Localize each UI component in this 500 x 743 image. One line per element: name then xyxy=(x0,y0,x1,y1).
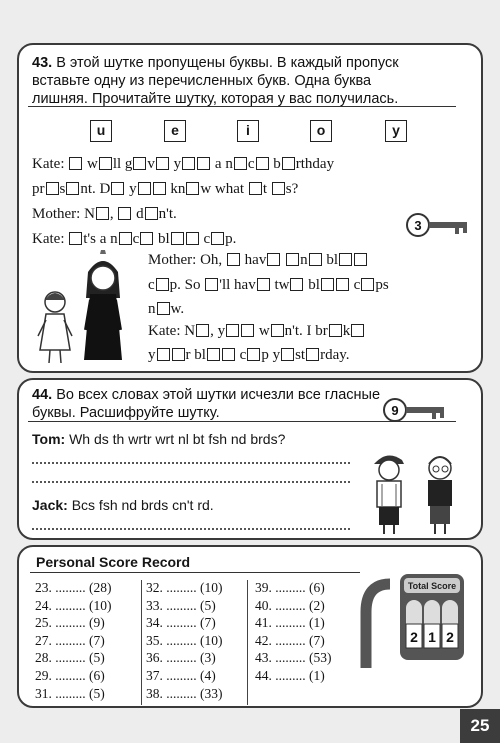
blank-box[interactable] xyxy=(133,157,146,170)
blank-box[interactable] xyxy=(156,278,169,291)
score-entry: 39. ......... (6) xyxy=(255,580,325,595)
joke-line-5 xyxy=(148,251,368,269)
joke-text-segment: c xyxy=(349,277,361,293)
score-entry: 25. ......... (9) xyxy=(35,615,105,631)
joke-text-segment: bl xyxy=(304,277,320,293)
total-digit-1: 2 xyxy=(410,629,418,645)
score-entry: 27. ......... (7) xyxy=(35,632,105,648)
letter-box-y: y xyxy=(385,120,407,142)
blank-box[interactable] xyxy=(186,232,199,245)
total-score-gadget xyxy=(360,572,472,672)
score-entry: 43. ......... (53) xyxy=(255,650,332,666)
blank-box[interactable] xyxy=(256,157,269,170)
task-44-instruction-line-1: Во всех словах этой шутки исчезли все гласные xyxy=(56,387,381,403)
answer-line-1 xyxy=(32,462,350,464)
joke-text-segment: n't. xyxy=(158,206,177,222)
blank-box[interactable] xyxy=(281,348,294,361)
task-43-instruction-line-1: В этой шутке пропущены буквы. В каждый пропуск xyxy=(56,55,399,71)
joke-text-segment: c xyxy=(247,156,255,172)
letter-box-e: e xyxy=(164,120,186,142)
joke-text-segment: Mother: N xyxy=(32,206,95,222)
blank-box[interactable] xyxy=(361,278,374,291)
blank-box[interactable] xyxy=(271,324,284,337)
joke-text-segment: n xyxy=(148,301,156,317)
blank-box[interactable] xyxy=(306,348,319,361)
blank-box[interactable] xyxy=(267,253,280,266)
task-43-instruction-line-2: вставьте одну из перечисленных букв. Одна буква xyxy=(32,73,372,89)
blank-box[interactable] xyxy=(257,278,270,291)
joke-text-segment: Kate: N xyxy=(148,323,196,339)
blank-box[interactable] xyxy=(329,324,342,337)
joke-text-segment: t xyxy=(262,181,271,197)
score-title: Personal Score Record xyxy=(36,554,191,570)
joke-text-segment: c xyxy=(235,347,247,363)
task-44-instruction-line-2: буквы. Расшифруйте шутку. xyxy=(32,405,220,421)
joke-text-segment xyxy=(281,252,285,268)
joke-text-segment: n't. I br xyxy=(284,323,328,339)
joke-text-segment: , y xyxy=(210,323,226,339)
blank-box[interactable] xyxy=(182,157,195,170)
task-43-instruction xyxy=(32,54,472,108)
blank-box[interactable] xyxy=(171,232,184,245)
answer-line-3 xyxy=(32,528,350,530)
joke-text-segment: y xyxy=(169,156,182,172)
blank-box[interactable] xyxy=(272,182,285,195)
blank-box[interactable] xyxy=(66,182,79,195)
key-icon-3 xyxy=(405,212,475,240)
joke-text-segment: rthday xyxy=(295,156,335,172)
joke-text-segment: 'll hav xyxy=(219,277,256,293)
score-entry: 33. ......... (5) xyxy=(146,597,216,613)
joke-text-segment: hav xyxy=(240,252,267,268)
blank-box[interactable] xyxy=(153,182,166,195)
joke-text-segment: w xyxy=(83,156,98,172)
score-entry: 31. ......... (5) xyxy=(35,685,105,701)
score-entry: 42. ......... (7) xyxy=(255,632,325,648)
joke-text-segment: Kate: xyxy=(32,156,69,172)
jack-text: Bcs fsh nd brds cn't rd. xyxy=(71,497,214,513)
blank-box[interactable] xyxy=(138,182,151,195)
joke-text-segment: s? xyxy=(285,181,299,197)
score-entry: 32. ......... (10) xyxy=(146,580,223,595)
blank-box[interactable] xyxy=(205,278,218,291)
blank-box[interactable] xyxy=(354,253,367,266)
blank-box[interactable] xyxy=(247,348,260,361)
blank-box[interactable] xyxy=(351,324,364,337)
joke-line-9 xyxy=(148,346,350,364)
tom-line xyxy=(32,431,285,447)
blank-box[interactable] xyxy=(99,157,112,170)
score-entry: 23. ......... (28) xyxy=(35,580,112,595)
jack-line xyxy=(32,497,214,513)
blank-box[interactable] xyxy=(111,182,124,195)
blank-box[interactable] xyxy=(226,324,239,337)
score-entry: 24. ......... (10) xyxy=(35,597,112,613)
joke-line-4 xyxy=(32,230,236,248)
blank-box[interactable] xyxy=(140,232,153,245)
joke-text-segment: , xyxy=(109,206,118,222)
joke-text-segment: bl xyxy=(154,231,170,247)
blank-box[interactable] xyxy=(46,182,59,195)
joke-text-segment: Kate: xyxy=(32,231,69,247)
blank-box[interactable] xyxy=(234,157,247,170)
blank-box[interactable] xyxy=(156,157,169,170)
joke-text-segment: v xyxy=(147,156,155,172)
joke-line-2 xyxy=(32,180,298,198)
joke-text-segment: w. xyxy=(170,301,185,317)
blank-box[interactable] xyxy=(145,207,158,220)
total-digit-3: 2 xyxy=(446,629,454,645)
page-number: 25 xyxy=(460,709,500,743)
blank-box[interactable] xyxy=(286,253,299,266)
blank-box[interactable] xyxy=(118,207,131,220)
score-col-divider-1 xyxy=(141,580,142,705)
score-entry: 37. ......... (4) xyxy=(146,668,216,683)
joke-text-segment: Mother: Oh, xyxy=(148,252,226,268)
score-entry: 34. ......... (7) xyxy=(146,615,216,631)
joke-text-segment: y xyxy=(148,347,156,363)
key-badge-9-text: 9 xyxy=(391,403,399,418)
blank-box[interactable] xyxy=(96,207,109,220)
score-entry: 44. ......... (1) xyxy=(255,668,325,683)
key-icon-9 xyxy=(382,397,452,425)
joke-text-segment: st xyxy=(295,347,306,363)
joke-text-segment: bl xyxy=(322,252,339,268)
blank-box[interactable] xyxy=(339,253,352,266)
joke-text-segment: d xyxy=(132,206,144,222)
blank-box[interactable] xyxy=(157,348,170,361)
joke-text-segment: t's a n xyxy=(83,231,118,247)
letter-box-i: i xyxy=(237,120,259,142)
letter-box-u: u xyxy=(90,120,112,142)
blank-box[interactable] xyxy=(309,253,322,266)
blank-box[interactable] xyxy=(290,278,303,291)
joke-text-segment: pr xyxy=(32,181,45,197)
blank-box[interactable] xyxy=(69,232,82,245)
joke-text-segment: s xyxy=(59,181,66,197)
score-entry: 40. ......... (2) xyxy=(255,597,325,613)
score-entry: 29. ......... (6) xyxy=(35,668,105,683)
score-entry: 38. ......... (33) xyxy=(146,685,223,701)
joke-text-segment: p y xyxy=(261,347,281,363)
joke-text-segment: k xyxy=(342,323,351,339)
joke-text-segment: tw xyxy=(270,277,290,293)
blank-box[interactable] xyxy=(197,157,210,170)
blank-box[interactable] xyxy=(222,348,235,361)
total-digit-2: 1 xyxy=(428,629,436,645)
blank-box[interactable] xyxy=(196,324,209,337)
tom-label: Tom: xyxy=(32,431,66,447)
joke-text-segment: w xyxy=(255,323,270,339)
task-43-number: 43. xyxy=(32,55,53,71)
blank-box[interactable] xyxy=(241,324,254,337)
joke-text-segment: w what xyxy=(200,181,248,197)
blank-box[interactable] xyxy=(186,182,199,195)
joke-text-segment: kn xyxy=(166,181,186,197)
joke-text-segment: ll g xyxy=(112,156,133,172)
joke-text-segment: c xyxy=(132,231,140,247)
blank-box[interactable] xyxy=(119,232,132,245)
score-col-divider-2 xyxy=(247,580,248,705)
joke-text-segment: y xyxy=(125,181,137,197)
score-title-underline xyxy=(30,572,360,573)
joke-line-8 xyxy=(148,322,365,340)
joke-text-segment: c xyxy=(199,231,211,247)
joke-text-segment: nt. D xyxy=(80,181,111,197)
blank-box[interactable] xyxy=(249,182,262,195)
score-entry: 41. ......... (1) xyxy=(255,615,325,631)
blank-box[interactable] xyxy=(207,348,220,361)
key-badge-3-text: 3 xyxy=(414,218,422,233)
joke-text-segment: p. xyxy=(225,231,237,247)
boys-illustration xyxy=(368,448,468,536)
blank-box[interactable] xyxy=(69,157,82,170)
joke-line-3 xyxy=(32,205,177,223)
task-44-number: 44. xyxy=(32,387,53,403)
joke-text-segment: r bl xyxy=(185,347,206,363)
joke-text-segment: p. So xyxy=(169,277,205,293)
answer-line-2 xyxy=(32,481,350,483)
joke-text-segment: rday. xyxy=(320,347,350,363)
joke-text-segment: b xyxy=(269,156,281,172)
joke-text-segment: n xyxy=(300,252,308,268)
joke-text-segment: c xyxy=(148,277,155,293)
task-43-instruction-line-3: лишняя. Прочитайте шутку, которая у вас получилась. xyxy=(32,91,399,107)
score-entry: 35. ......... (10) xyxy=(146,632,223,648)
blank-box[interactable] xyxy=(227,253,240,266)
joke-line-7 xyxy=(148,300,184,318)
task-43-divider xyxy=(28,106,456,107)
letter-box-o: o xyxy=(310,120,332,142)
blank-box[interactable] xyxy=(157,302,170,315)
tom-text: Wh ds th wrtr wrt nl bt fsh nd brds? xyxy=(69,431,286,447)
joke-line-6 xyxy=(148,276,389,294)
jack-label: Jack: xyxy=(32,497,68,513)
score-entry: 36. ......... (3) xyxy=(146,650,216,666)
joke-text-segment: a n xyxy=(211,156,233,172)
blank-box[interactable] xyxy=(282,157,295,170)
score-entry: 28. ......... (5) xyxy=(35,650,105,666)
girls-illustration xyxy=(30,250,140,365)
joke-text-segment: ps xyxy=(375,277,389,293)
joke-line-1 xyxy=(32,155,334,173)
blank-box[interactable] xyxy=(336,278,349,291)
blank-box[interactable] xyxy=(211,232,224,245)
blank-box[interactable] xyxy=(321,278,334,291)
blank-box[interactable] xyxy=(172,348,185,361)
total-score-label: Total Score xyxy=(407,581,457,591)
